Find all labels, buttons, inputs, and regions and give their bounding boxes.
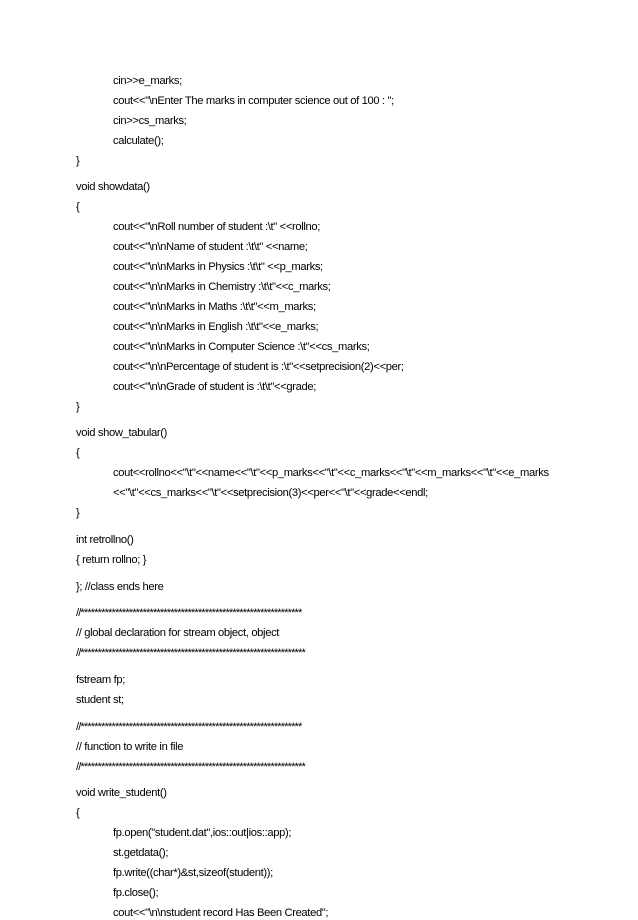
code-line: fp.write((char*)&st,sizeof(student));: [113, 867, 273, 879]
code-line: cout<<"\n\nstudent record Has Been Created";: [113, 907, 329, 919]
code-line: void write_student(): [76, 787, 167, 799]
code-line: cout<<"\n\nGrade of student is :\t\t"<<grade;: [113, 381, 317, 393]
code-line: int retrollno(): [76, 534, 134, 546]
code-line: fp.close();: [113, 887, 159, 899]
code-line: cin>>cs_marks;: [113, 115, 187, 127]
code-line: void showdata(): [76, 181, 150, 193]
code-line: }: [76, 155, 80, 167]
code-line: <<"\t"<<cs_marks<<"\t"<<setprecision(3)<<per<<"\t"<<grade<<endl;: [113, 487, 428, 499]
code-line: cout<<"\n\nMarks in English :\t\t"<<e_marks;: [113, 321, 319, 333]
comment-separator: //****************************************************************: [76, 607, 302, 619]
code-line: {: [76, 201, 80, 213]
code-line: {: [76, 807, 80, 819]
code-line: cout<<"\n\nName of student :\t\t" <<name;: [113, 241, 308, 253]
code-line: }; //class ends here: [76, 581, 164, 593]
comment-separator: //*****************************************************************: [76, 647, 305, 659]
code-line: cin>>e_marks;: [113, 75, 182, 87]
code-line: fp.open("student.dat",ios::out|ios::app);: [113, 827, 292, 839]
code-comment: // global declaration for stream object, object: [76, 627, 280, 639]
code-line: cout<<"\nRoll number of student :\t" <<rollno;: [113, 221, 321, 233]
code-line: cout<<"\n\nMarks in Computer Science :\t"<<cs_marks;: [113, 341, 370, 353]
code-line: calculate();: [113, 135, 164, 147]
code-line: }: [76, 401, 80, 413]
code-line: cout<<"\n\nPercentage of student is :\t"<<setprecision(2)<<per;: [113, 361, 404, 373]
code-line: student st;: [76, 694, 124, 706]
code-line: cout<<"\nEnter The marks in computer science out of 100 : ";: [113, 95, 394, 107]
code-line: cout<<"\n\nMarks in Physics :\t\t" <<p_marks;: [113, 261, 323, 273]
code-line: {: [76, 447, 80, 459]
comment-separator: //****************************************************************: [76, 721, 302, 733]
code-line: cout<<"\n\nMarks in Chemistry :\t\t"<<c_marks;: [113, 281, 331, 293]
code-line: cout<<"\n\nMarks in Maths :\t\t"<<m_marks;: [113, 301, 316, 313]
code-line: { return rollno; }: [76, 554, 147, 566]
code-comment: // function to write in file: [76, 741, 184, 753]
code-line: void show_tabular(): [76, 427, 167, 439]
code-line: fstream fp;: [76, 674, 125, 686]
comment-separator: //*****************************************************************: [76, 761, 305, 773]
code-line: cout<<rollno<<"\t"<<name<<"\t"<<p_marks<<"\t"<<c_marks<<"\t"<<m_marks<<"\t"<<e_marks: [113, 467, 549, 479]
code-line: st.getdata();: [113, 847, 169, 859]
code-line: }: [76, 507, 80, 519]
